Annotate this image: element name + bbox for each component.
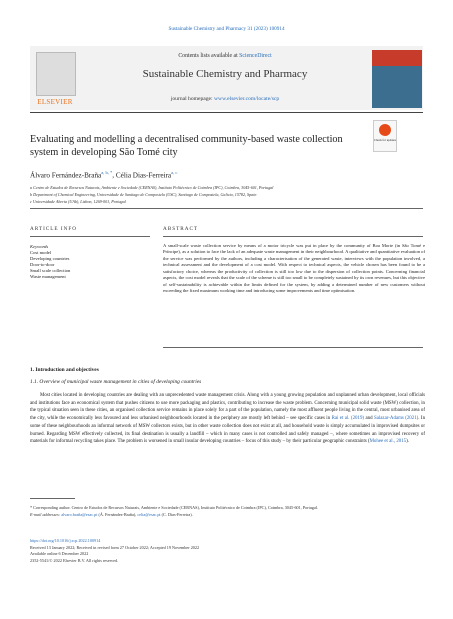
- check-updates-label: Check for updates: [374, 138, 396, 142]
- author-name[interactable]: Célia Dias-Ferreira: [115, 171, 172, 180]
- author-name[interactable]: Álvaro Fernández-Braña: [30, 171, 102, 180]
- footnote-divider: [30, 498, 75, 499]
- paragraph-text: and: [364, 416, 374, 422]
- citation-link[interactable]: Mohee et al., 2015: [369, 439, 407, 445]
- section-heading: 1. Introduction and objectives: [30, 367, 99, 373]
- article-info-heading: ARTICLE INFO: [30, 226, 77, 232]
- publication-info: [30, 538, 425, 564]
- paragraph-text: ).: [406, 439, 409, 445]
- keyword: Door-to-door: [30, 262, 55, 268]
- homepage-link[interactable]: www.elsevier.com/locate/scp: [214, 96, 280, 102]
- author-list: Álvaro Fernández-Braña$^{a, b, *}$, Célia Dias-Ferreira$^{a, c}$: [30, 170, 178, 180]
- homepage-prefix: journal homepage:: [170, 96, 214, 102]
- cover-strip: [372, 50, 422, 66]
- email-label: E-mail addresses:: [30, 511, 62, 517]
- tree-icon: [36, 52, 76, 96]
- dates-received: Received 13 January 2022; Received in revised form 27 October 2022; Accepted 19 November 2022: [30, 544, 200, 550]
- keywords-label: Keywords: [30, 244, 49, 249]
- author-superscript[interactable]: a, c: [171, 170, 178, 175]
- homepage-line: [80, 96, 370, 102]
- doi-link[interactable]: https://doi.org/10.1016/j.scp.2022.100914: [30, 538, 101, 543]
- header-divider: [30, 112, 423, 113]
- journal-cover-thumbnail[interactable]: [372, 50, 422, 108]
- email-line: [30, 512, 425, 519]
- divider: [163, 347, 423, 348]
- email-owner: (C. Dias-Ferreira).: [160, 511, 193, 517]
- available-online: Available online 6 December 2022: [30, 551, 89, 557]
- keyword: Cost model: [30, 250, 52, 256]
- copyright: 2352-5541/© 2022 Elsevier B.V. All rights reserved.: [30, 557, 119, 563]
- affiliation: c Universidade Aberta (UAb), Lisbon, 1269-001, Portugal: [30, 199, 126, 204]
- paragraph-text: . In some of these neighbourhoods an informal network of MSW collectors exists, but in other waste collection does not exist at all, and household waste is simply accumulated in improvised dumpsites or burned. Regarding MSW effectively collected, its final destination is usually a landfill – which in many cases is not controlled and safely managed –, where sometimes an improvised recovery of materials for informal recycling takes place. The problem is worsened in small insular developing countries – focus of this study – by their particular geographic constraints (: [30, 416, 426, 445]
- affiliation: a Centro de Estudos de Recursos Naturais, Ambiente e Sociedade (CERNAS), Instituto Politécnico de Coimbra (IPC), Coimbra, 3045-601, Portugal: [30, 185, 274, 190]
- email-link[interactable]: celia@esac.pt: [137, 511, 161, 517]
- check-updates-icon: [379, 124, 391, 136]
- affiliation: b Department of Chemical Engineering, Universidade de Santiago de Compostela (USC), Santiago de Compostela, Galicia, 15782, Spain: [30, 192, 257, 197]
- divider: [163, 236, 423, 237]
- subsection-heading: 1.1. Overview of municipal waste management in cities of developing countries: [30, 379, 202, 385]
- sciencedirect-link[interactable]: ScienceDirect: [239, 53, 272, 59]
- citation-link[interactable]: Salazar-Adams (2021): [374, 416, 419, 422]
- keyword: Developing countries: [30, 256, 70, 262]
- paragraph-text: Most cities located in developing countries are dealing with an unprecedented waste management crisis. Along with a young growing population and unplanned urban development, local officials and institutions face an economical system that pushes citizens to use more packaging and plastics, contributing to increase the waste problem. Concerning municipal solid waste (MSW) collection, in the typical situation seen in these cities, an organised collection service remains in place solely for a part of the population, namely the most affluent people living in the central, most urbanised area of the city, while the economically less favoured and less urbanised neighbourhoods located in the periphery are mostly left behind – see specific cases in: [30, 393, 425, 422]
- abstract-heading: ABSTRACT: [163, 226, 199, 232]
- contents-prefix: Contents lists available at: [178, 53, 240, 59]
- elsevier-logo: [30, 50, 80, 108]
- journal-title[interactable]: Sustainable Chemistry and Pharmacy: [142, 68, 308, 80]
- abstract-text: A small-scale waste collection service by means of a motor tricycle was put in place by the community of Boa Morte (in São Tomé e Príncipe), as a solution to face the lack of an adequate waste management in their neighbourhood. A qualitative and quantitative evaluation of the service was performed by the authors, including a characterisation of the generated waste, interviews with the population involved, a technical assessment and the development of a cost model. With respect to technical aspects, the vehicle chosen has been found to be a satisfactory choice, whereas the productivity of collection is still too low due to the dispersion of collection points. Concerning financial aspects, the cost model reveals that the scale of the scheme is still too small to be completely sustained by its own revenues, but this objective of self-sustainability is achievable within the limits defined for the system, by adding a determined number of new customers without exceeding the fixed maximum working time and introducing some improvements and time optimisation.: [163, 243, 425, 294]
- journal-reference[interactable]: Sustainable Chemistry and Pharmacy 31 (2023) 100914: [168, 26, 285, 32]
- keyword: Small scale collection: [30, 268, 71, 274]
- article-title: Evaluating and modelling a decentralised community-based waste collection system in developing São Tomé city: [30, 134, 343, 158]
- email-owner: (Á. Fernández-Braña),: [97, 511, 138, 517]
- divider: [30, 236, 150, 237]
- affiliations: [30, 184, 430, 205]
- email-link[interactable]: alvaro.braña@esac.pt: [61, 511, 98, 517]
- publisher-name: ELSEVIER: [37, 98, 73, 106]
- author-superscript[interactable]: a, b, *: [101, 170, 113, 175]
- divider: [30, 208, 423, 209]
- corresponding-author-note: * Corresponding author. Centro de Estudos de Recursos Naturais, Ambiente e Sociedade (CERNAS), Instituto Politécnico de Coimbra (IPC), Coimbra, 3045-601, Portugal.: [30, 505, 319, 510]
- citation-link[interactable]: Rai et al. (2019): [331, 416, 365, 422]
- keyword: Waste management: [30, 274, 66, 280]
- body-paragraph: [30, 392, 425, 446]
- keywords-block: [30, 244, 150, 281]
- check-for-updates-button[interactable]: [373, 120, 397, 152]
- contents-line: [80, 53, 370, 59]
- footnote: [30, 505, 425, 519]
